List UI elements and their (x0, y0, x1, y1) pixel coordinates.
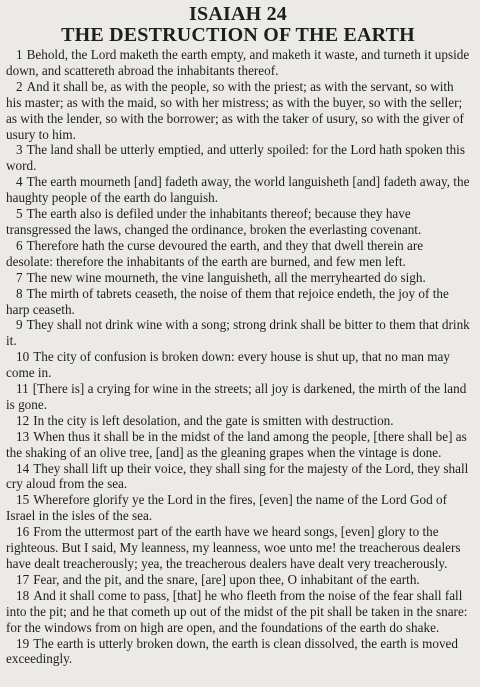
verse-17 (6, 572, 470, 588)
verse-list (6, 47, 470, 667)
verse-number: 11 (16, 381, 29, 397)
verse-number: 15 (16, 492, 30, 508)
verse-16 (6, 524, 470, 572)
verse-text: Wherefore glorify ye the Lord in the fires, [even] the name of the Lord God of Israel in the isles of the sea. (6, 492, 447, 524)
verse-number: 1 (16, 47, 23, 62)
verse-13 (6, 429, 470, 461)
verse-12 (6, 413, 470, 429)
verse-6 (6, 238, 470, 270)
verse-text: They shall not drink wine with a song; strong drink shall be bitter to them that drink it. (6, 317, 470, 349)
verse-number: 19 (16, 635, 30, 651)
verse-text: When thus it shall be in the midst of the land among the people, [there shall be] as the shaking of an olive tree, [and] as the gleaning grapes when the vintage is done. (6, 428, 467, 460)
verse-text: The city of confusion is broken down: every house is shut up, that no man may come in. (6, 349, 450, 381)
verse-15 (6, 492, 470, 524)
verse-4 (6, 174, 470, 206)
verse-text: And it shall be, as with the people, so with the priest; as with the servant, so with his master; as with the maid, so with her mistress; as with the buyer, so with the seller; as with the lender, so with the borrower; as with the taker of usury, so with the giver of usury to him. (6, 78, 464, 142)
verse-text: The earth mourneth [and] fadeth away, the world languisheth [and] fadeth away, the haughty people of the earth do languish. (6, 174, 470, 206)
verse-number: 5 (16, 206, 23, 222)
verse-5 (6, 206, 470, 238)
verse-number: 9 (16, 317, 23, 333)
verse-number: 16 (16, 524, 30, 540)
verse-text: They shall lift up their voice, they shall sing for the majesty of the Lord, they shall cry aloud from the sea. (6, 460, 469, 492)
verse-text: The earth is utterly broken down, the earth is clean dissolved, the earth is moved exceedingly. (6, 635, 458, 667)
verse-10 (6, 349, 470, 381)
verse-number: 6 (16, 237, 23, 253)
verse-text: Therefore hath the curse devoured the earth, and they that dwell therein are desolate: therefore the inhabitants of the earth are burned, and few men left. (6, 237, 424, 269)
chapter-title: THE DESTRUCTION OF THE EARTH (61, 24, 415, 46)
verse-2 (6, 79, 470, 143)
verse-number: 2 (16, 78, 23, 94)
verse-number: 3 (16, 142, 23, 158)
verse-text: The mirth of tabrets ceaseth, the noise of them that rejoice endeth, the joy of the harp ceaseth. (6, 285, 449, 317)
verse-text: [There is] a crying for wine in the streets; all joy is darkened, the mirth of the land is gone. (6, 381, 467, 412)
verse-14 (6, 461, 470, 493)
verse-text: From the uttermost part of the earth have we heard songs, [even] glory to the righteous. But I said, My leanness, my leanness, woe unto me! the treacherous dealers have dealt treacherously; yea, the treacherous dealers have dealt very treacherously. (6, 524, 461, 571)
verse-number: 17 (16, 571, 30, 587)
verse-text: The land shall be utterly emptied, and utterly spoiled: for the Lord hath spoken this word. (6, 142, 465, 174)
verse-text: Fear, and the pit, and the snare, [are] upon thee, O inhabitant of the earth. (33, 571, 420, 587)
verse-number: 13 (16, 428, 30, 444)
verse-3 (6, 142, 470, 174)
verse-number: 10 (16, 349, 30, 365)
verse-text: The earth also is defiled under the inhabitants thereof; because they have transgressed the laws, changed the ordinance, broken the everlasting covenant. (6, 206, 422, 237)
verse-8 (6, 286, 470, 318)
verse-number: 14 (16, 460, 30, 476)
verse-1 (6, 47, 470, 79)
verse-11 (6, 381, 470, 413)
verse-text: Behold, the Lord maketh the earth empty, and maketh it waste, and turneth it upside down, and scattereth abroad the inhabitants thereof. (6, 47, 470, 78)
verse-19 (6, 636, 470, 668)
verse-7 (6, 270, 470, 286)
verse-text: In the city is left desolation, and the gate is smitten with destruction. (33, 412, 394, 428)
verse-number: 18 (16, 587, 30, 603)
verse-number: 12 (16, 412, 30, 428)
verse-number: 7 (16, 269, 23, 285)
verse-text: The new wine mourneth, the vine languisheth, all the merryhearted do sigh. (26, 269, 426, 285)
verse-9 (6, 317, 470, 349)
verse-number: 8 (16, 285, 23, 301)
verse-18 (6, 588, 470, 636)
verse-text: And it shall come to pass, [that] he who fleeth from the noise of the fear shall fall into the pit; and he that cometh up out of the midst of the pit shall be taken in the snare: for the windows from on high are open, and the foundations of the earth do shake. (6, 587, 468, 635)
chapter-heading: ISAIAH 24 (189, 3, 287, 25)
verse-number: 4 (16, 174, 23, 190)
